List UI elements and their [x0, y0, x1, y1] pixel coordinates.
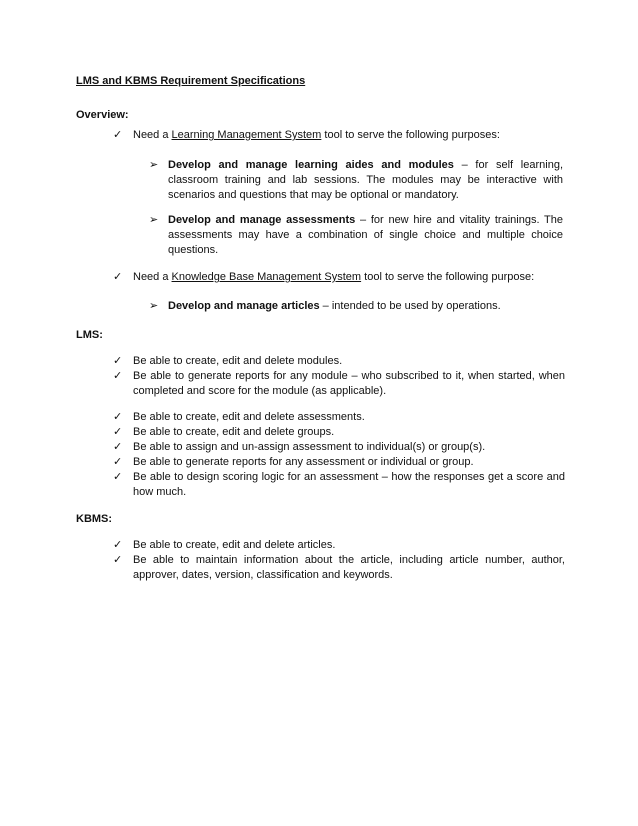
overview-item-kbms: ✓ Need a Knowledge Base Management System tool to serve the following purpose:: [113, 271, 535, 283]
checkmark-icon: ✓: [113, 129, 123, 141]
lms-item-5: ✓ Be able to assign and un-assign assessment to individual(s) or group(s).: [113, 441, 486, 453]
overview-sub-modules: ➢ Develop and manage learning aides and modules – for self learning, classroom training and lab sessions. The modules may be interactive with scenarios and questions that may be optional or mandatory.: [149, 159, 563, 201]
checkmark-icon: ✓: [113, 355, 123, 367]
checkmark-icon: ✓: [113, 271, 123, 283]
arrow-bullet-icon: ➢: [149, 214, 159, 226]
lms-heading: LMS:: [76, 329, 103, 341]
checkmark-icon: ✓: [113, 370, 123, 382]
overview-sub-articles: ➢ Develop and manage articles – intended to be used by operations.: [149, 300, 501, 312]
document-title: LMS and KBMS Requirement Specifications: [76, 75, 306, 87]
lms-link-text: Learning Management System: [171, 129, 322, 141]
checkmark-icon: ✓: [113, 441, 123, 453]
overview-heading: Overview:: [76, 109, 129, 121]
kbms-link-text: Knowledge Base Management System: [171, 271, 362, 283]
overview-item-lms: ✓ Need a Learning Management System tool to serve the following purposes:: [113, 129, 500, 141]
lms-item-3: ✓ Be able to create, edit and delete assessments.: [113, 411, 365, 423]
lms-item-2: ✓ Be able to generate reports for any module – who subscribed to it, when started, when completed and score for the module (as applicable).: [113, 370, 565, 397]
checkmark-icon: ✓: [113, 554, 123, 566]
arrow-bullet-icon: ➢: [149, 300, 159, 312]
lms-item-1: ✓ Be able to create, edit and delete modules.: [113, 355, 343, 367]
lms-item-7: ✓ Be able to design scoring logic for an assessment – how the responses get a score and how much.: [113, 471, 565, 498]
lms-item-6: ✓ Be able to generate reports for any assessment or individual or group.: [113, 456, 474, 468]
checkmark-icon: ✓: [113, 426, 123, 438]
overview-sub-assessments: ➢ Develop and manage assessments – for new hire and vitality trainings. The assessments may have a combination of single choice and multiple choice questions.: [149, 214, 563, 256]
kbms-item-1: ✓ Be able to create, edit and delete articles.: [113, 539, 336, 551]
arrow-bullet-icon: ➢: [149, 159, 159, 171]
checkmark-icon: ✓: [113, 411, 123, 423]
lms-item-4: ✓ Be able to create, edit and delete groups.: [113, 426, 335, 438]
checkmark-icon: ✓: [113, 539, 123, 551]
kbms-heading: KBMS:: [76, 513, 113, 525]
kbms-item-2: ✓ Be able to maintain information about the article, including article number, author, approver, dates, version, classification and keywords.: [113, 554, 565, 581]
checkmark-icon: ✓: [113, 456, 123, 468]
checkmark-icon: ✓: [113, 471, 123, 483]
